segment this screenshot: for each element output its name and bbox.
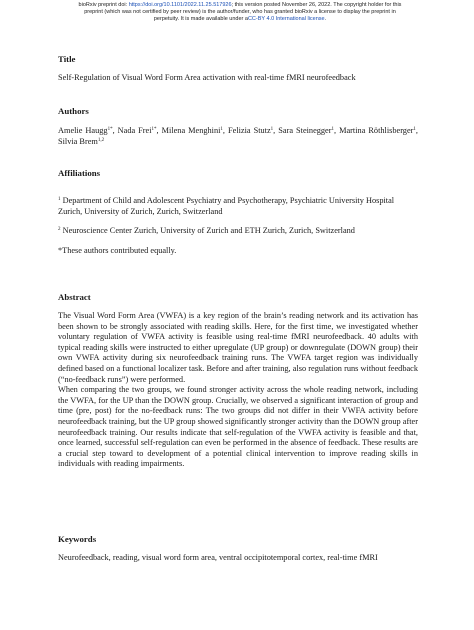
- affiliation-1: $^1$ Department of Child and Adolescent Psychiatry and Psychotherapy, Psychiatric University Hospital Zurich, University of Zurich, Zurich, Switzerland: [58, 196, 395, 216]
- affiliation-2: $^2$ Neuroscience Center Zurich, University of Zurich and ETH Zurich, Zurich, Switzerland: [58, 226, 355, 236]
- title-heading: Title: [58, 54, 76, 64]
- author: Felizia Stutz$^1$,: [228, 126, 279, 135]
- keywords-section: [58, 534, 418, 564]
- paper-title: Self-Regulation of Visual Word Form Area activation with real-time fMRI neurofeedback: [58, 73, 356, 82]
- preprint-notice: [40, 2, 440, 23]
- author: Sara Steinegger$^1$,: [278, 126, 340, 135]
- notice-line-3: [40, 16, 440, 23]
- notice-text: ; this version posted November 26, 2022. The copyright holder for this: [231, 2, 402, 8]
- equal-contribution-note: *These authors contributed equally.: [58, 245, 177, 255]
- authors-heading: Authors: [58, 106, 89, 116]
- authors-section: [58, 106, 418, 147]
- notice-text: .: [324, 16, 327, 22]
- abstract-paragraph-1: The Visual Word Form Area (VWFA) is a key region of the brain’s reading network and its activation has been shown to be strongly associated with reading skills. Here, for the first time, we investigated whether voluntary regulation of VWFA activity is feasible using real-time fMRI neurofeedback. 40 adults with typical reading skills were instructed to either upregulate (UP group) or downregulate (DOWN group) their own VWFA activity during six neurofeedback training runs. The VWFA target region was individually defined based on a functional localizer task. Before and after training, also regulation runs without feedback (“no-feedback runs”) were performed.: [58, 311, 418, 384]
- author-list: [58, 126, 418, 147]
- abstract-heading: Abstract: [58, 292, 91, 302]
- abstract-paragraph-2: When comparing the two groups, we found stronger activity across the whole reading network, including the VWFA, for the UP than the DOWN group. Crucially, we observed a significant interaction of group and time (pre, post) for the no-feedback runs: The two groups did not differ in their VWFA activity before neurofeedback training, but the UP group showed significantly stronger activity than the DOWN group after neurofeedback training. Our results indicate that self-regulation of the VWFA activity is feasible and that, once learned, successful self-regulation can even be performed in the absence of feedback. These results are a crucial step toward to development of a potential clinical intervention to improve reading skills in individuals with reading impairments.: [58, 385, 418, 469]
- author: Martina Röthlisberger$^1$,: [339, 126, 418, 135]
- author: Amelie Haugg$^{1*}$,: [58, 126, 118, 135]
- doi-link[interactable]: https://doi.org/10.1101/2022.11.25.517926: [128, 2, 232, 8]
- keywords-heading: Keywords: [58, 534, 97, 544]
- author: Nada Frei$^{1*}$,: [117, 126, 162, 135]
- notice-text: bioRxiv preprint doi:: [78, 2, 129, 8]
- notice-text: perpetuity. It is made available under a: [153, 16, 248, 22]
- author: Milena Menghini$^1$,: [161, 126, 229, 135]
- title-section: [58, 54, 418, 84]
- affiliations-heading: Affiliations: [58, 168, 101, 178]
- keywords-text: Neurofeedback, reading, visual word form area, ventral occipitotemporal cortex, real-time fMRI: [58, 553, 378, 562]
- license-link[interactable]: CC-BY 4.0 International license: [247, 16, 325, 22]
- abstract-section: [58, 292, 418, 470]
- notice-line-2: preprint (which was not certified by peer review) is the author/funder, who has granted bioRxiv a license to display the preprint in: [84, 9, 396, 15]
- affiliations-section: [58, 168, 418, 256]
- notice-line-1: [40, 2, 440, 9]
- author: Silvia Brem$^{1,2}$: [58, 136, 105, 146]
